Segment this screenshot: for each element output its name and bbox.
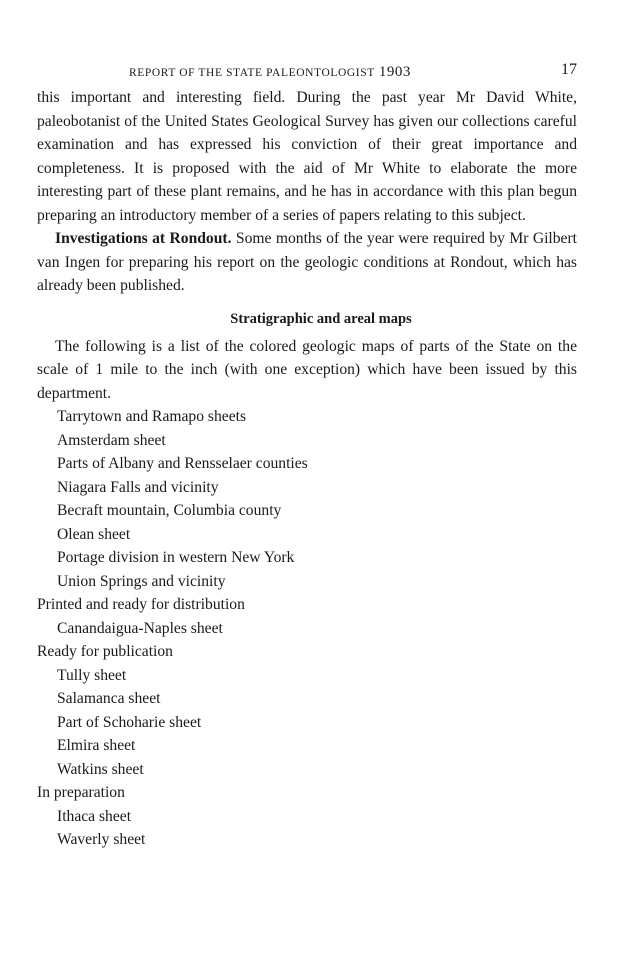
running-head-title: REPORT OF THE STATE PALEONTOLOGIST 1903 xyxy=(129,64,411,80)
map-list-item: Tarrytown and Ramapo sheets xyxy=(57,408,247,425)
section-intro: The following is a list of the colored geologic maps of parts of the State on the scale of 1 mile to the inch (with one exception) which have been issued by this department. xyxy=(37,337,577,402)
map-list-item: Amsterdam sheet xyxy=(57,431,166,449)
map-list-item: Waverly sheet xyxy=(57,831,146,848)
paragraph-continuation xyxy=(37,86,577,227)
map-list-item: Becraft mountain, Columbia county xyxy=(57,502,282,519)
map-list-group-heading: Ready for publication xyxy=(37,643,173,660)
paragraph-lead: Investigations at Rondout. xyxy=(55,230,232,247)
map-list-item: Canandaigua-Naples sheet xyxy=(57,619,223,637)
map-list-item: Niagara Falls and vicinity xyxy=(57,478,219,496)
map-list-item: Tully sheet xyxy=(57,666,127,684)
running-head xyxy=(37,56,577,86)
map-list-item: Salamanca sheet xyxy=(57,690,161,707)
map-list-item: Watkins sheet xyxy=(57,760,144,778)
map-list-item: Ithaca sheet xyxy=(57,807,132,825)
map-list-item: Olean sheet xyxy=(57,525,131,543)
paragraph-text: this important and interesting field. During the past year Mr David White, paleobotanist of the United States Geological Survey has given our collections careful examination and has expressed his conviction of their great importance and completeness. It is proposed with the aid of Mr White to elaborate the more interesting part of these plant remains, and he has in accordance with this plan begun preparing an introductory member of a series of papers relating to this subject. xyxy=(37,89,577,224)
document-page xyxy=(37,56,577,852)
map-list-item: Parts of Albany and Rensselaer counties xyxy=(57,455,308,472)
paragraph-text: Some months of the year were required by Mr Gilbert van Ingen for preparing his report on the geologic conditions at Rondout, which has already been published. xyxy=(37,230,577,294)
map-list xyxy=(37,405,577,852)
map-list-group-heading: In preparation xyxy=(37,784,125,801)
section-heading: Stratigraphic and areal maps xyxy=(230,310,412,327)
map-list-group-heading: Printed and ready for distribution xyxy=(37,596,245,613)
page-number: 17 xyxy=(561,61,577,78)
map-list-item: Portage division in western New York xyxy=(57,549,295,566)
map-list-item: Elmira sheet xyxy=(57,737,136,754)
paragraph-rondout xyxy=(37,227,577,298)
running-head-year: 1903 xyxy=(378,64,411,80)
map-list-item: Part of Schoharie sheet xyxy=(57,713,202,731)
map-list-item: Union Springs and vicinity xyxy=(57,572,226,590)
